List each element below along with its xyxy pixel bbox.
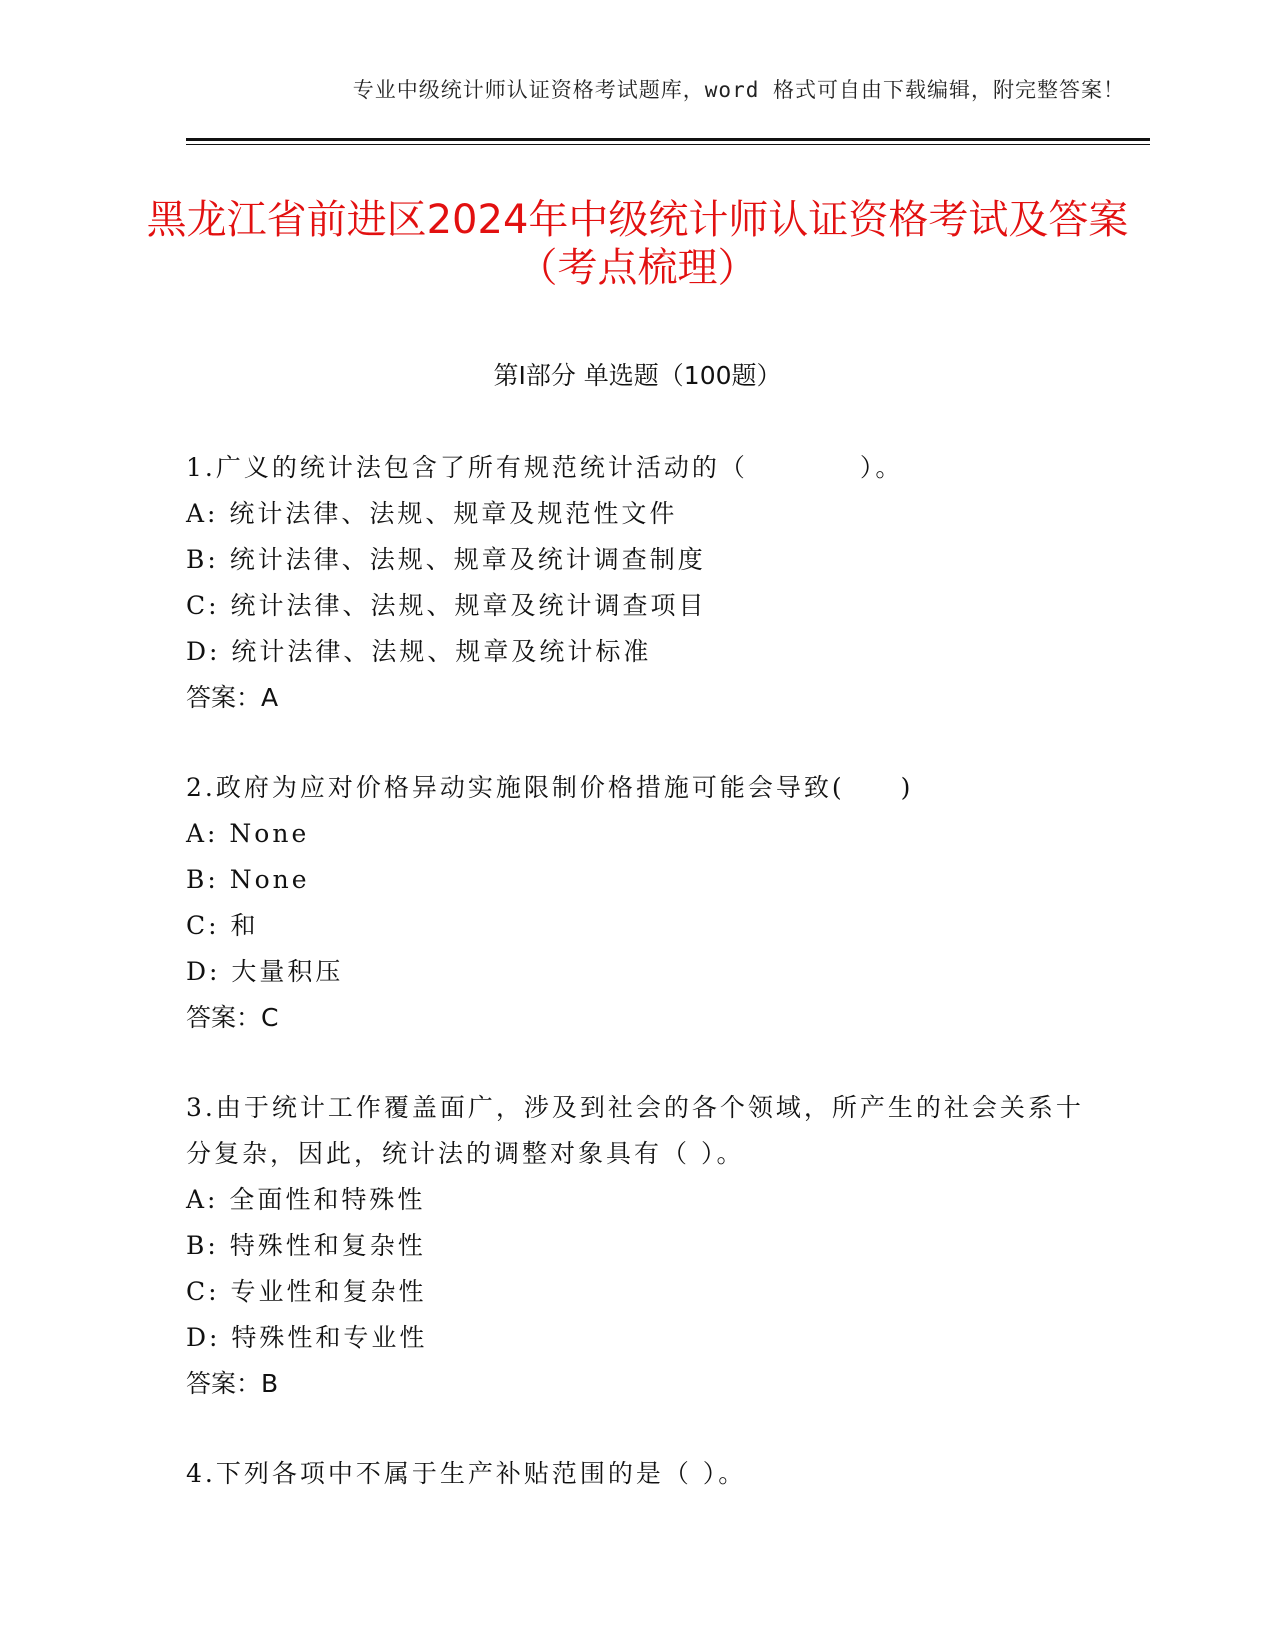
option-d: D: 大量积压 <box>186 957 344 986</box>
option-a: A: 统计法律、法规、规章及规范性文件 <box>186 499 678 528</box>
question-list <box>186 445 1086 1541</box>
option-d: D: 特殊性和专业性 <box>186 1323 428 1352</box>
option-d: D: 统计法律、法规、规章及统计标准 <box>186 637 652 666</box>
header-rule-thick <box>186 138 1150 141</box>
option-b: B: 特殊性和复杂性 <box>186 1231 426 1260</box>
question-stem: 4.下列各项中不属于生产补贴范围的是（ ）。 <box>186 1459 747 1488</box>
question-stem: 2.政府为应对价格异动实施限制价格措施可能会导致( ) <box>186 773 914 802</box>
header-rule-thin <box>186 144 1150 145</box>
question-item <box>186 1085 1086 1407</box>
option-b: B: None <box>186 865 310 894</box>
option-c: C: 专业性和复杂性 <box>186 1277 427 1306</box>
answer-line: 答案：B <box>186 1369 279 1398</box>
answer-line: 答案：A <box>186 683 279 712</box>
question-stem: 1.广义的统计法包含了所有规范统计活动的（ ）。 <box>186 453 904 482</box>
question-item <box>186 445 1086 721</box>
option-a: A: None <box>186 819 310 848</box>
answer-line: 答案：C <box>186 1003 279 1032</box>
option-a: A: 全面性和特殊性 <box>186 1185 426 1214</box>
question-item <box>186 765 1086 1041</box>
question-stem: 3.由于统计工作覆盖面广，涉及到社会的各个领域，所产生的社会关系十分复杂，因此，统计法的调整对象具有（ ）。 <box>186 1093 1084 1168</box>
option-b: B: 统计法律、法规、规章及统计调查制度 <box>186 545 706 574</box>
header-note: 专业中级统计师认证资格考试题库，word 格式可自由下载编辑，附完整答案！ <box>352 78 1125 102</box>
section-heading: 第Ⅰ部分 单选题（100题） <box>493 361 782 390</box>
option-c: C: 统计法律、法规、规章及统计调查项目 <box>186 591 707 620</box>
document-title: 黑龙江省前进区2024年中级统计师认证资格考试及答案（考点梳理） <box>146 197 1129 291</box>
option-c: C: 和 <box>186 911 259 940</box>
question-item <box>186 1451 1086 1497</box>
